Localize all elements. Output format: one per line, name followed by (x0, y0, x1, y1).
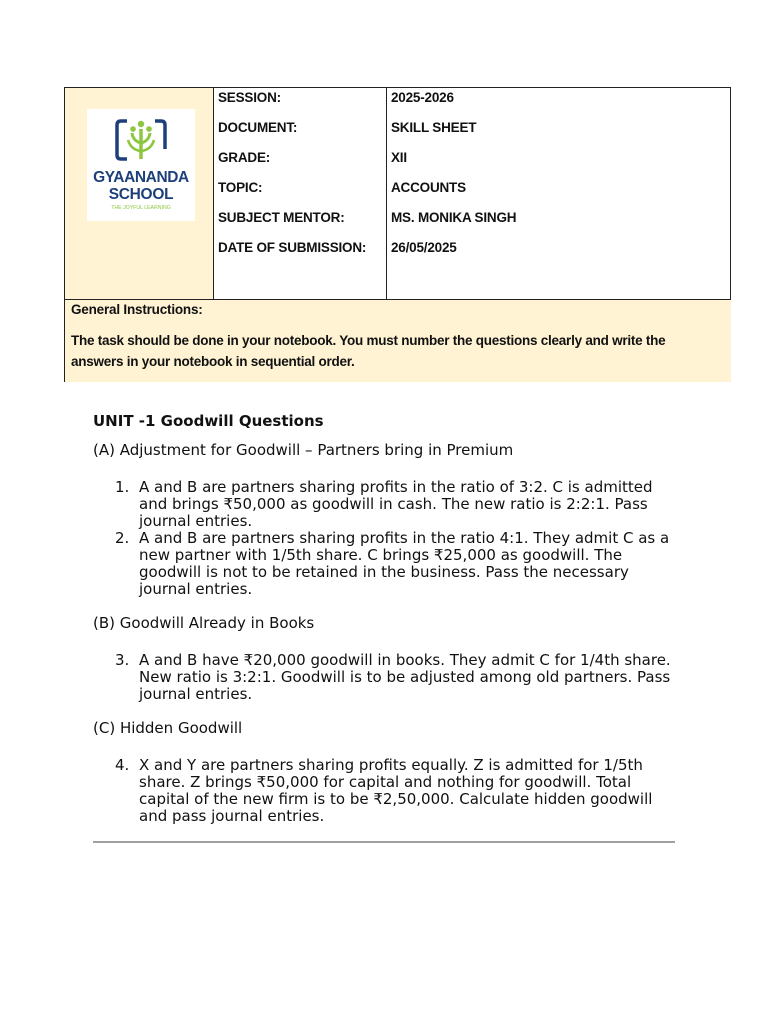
instructions-body: The task should be done in your notebook. You must number the questions clearly and write the answers in your notebook in sequential order. (71, 333, 666, 369)
instructions-title: General Instructions: (71, 302, 203, 317)
value-date-of-submission: 26/05/2025 (391, 240, 457, 255)
question-text: A and B have ₹20,000 goodwill in books. They admit C for 1/4th share. New ratio is 3:2:1. Goodwill is to be adjusted among old partners. Pass journal entries. (139, 651, 671, 703)
question-number: 1. (115, 478, 130, 496)
question-item (115, 479, 675, 530)
value-grade: XII (391, 150, 407, 165)
label-grade: GRADE: (218, 150, 271, 165)
header-table (64, 87, 731, 382)
label-session: SESSION: (218, 90, 281, 105)
question-text: A and B are partners sharing profits in the ratio of 3:2. C is admitted and brings ₹50,000 as goodwill in cash. The new ratio is 2:2:1. Pass journal entries. (139, 478, 653, 530)
school-logo-emblem (87, 109, 195, 221)
question-number: 4. (115, 756, 130, 774)
logo-cell (65, 88, 214, 299)
section-heading-a: (A) Adjustment for Goodwill – Partners bring in Premium (93, 441, 514, 459)
question-number: 2. (115, 529, 130, 547)
general-instructions (65, 299, 731, 382)
label-column (214, 88, 387, 299)
school-logo (87, 109, 195, 221)
question-item (115, 530, 675, 598)
value-column (387, 88, 731, 299)
label-subject-mentor: SUBJECT MENTOR: (218, 210, 345, 225)
logo-name-line2: SCHOOL (108, 186, 174, 203)
logo-tagline: THE JOYFUL LEARNING (111, 205, 171, 211)
horizontal-rule (93, 841, 675, 843)
question-text: X and Y are partners sharing profits equally. Z is admitted for 1/5th share. Z brings ₹50,000 for capital and nothing for goodwill. Total capital of the new firm is to be ₹2,50,000. Calculate hidden goodwill and pass journal entries. (139, 756, 653, 825)
question-item (115, 652, 675, 703)
label-topic: TOPIC: (218, 180, 263, 195)
question-item (115, 757, 675, 825)
question-number: 3. (115, 651, 130, 669)
logo-name-line1: GYAANANDA (93, 169, 189, 186)
value-subject-mentor: MS. MONIKA SINGH (391, 210, 517, 225)
value-document: SKILL SHEET (391, 120, 477, 135)
label-date-of-submission: DATE OF SUBMISSION: (218, 240, 367, 255)
value-session: 2025-2026 (391, 90, 454, 105)
value-topic: ACCOUNTS (391, 180, 466, 195)
section-heading-c: (C) Hidden Goodwill (93, 719, 243, 737)
question-text: A and B are partners sharing profits in the ratio 4:1. They admit C as a new partner with 1/5th share. C brings ₹25,000 as goodwill. The goodwill is not to be retained in the business. Pass the necessary journal entries. (139, 529, 670, 598)
section-heading-b: (B) Goodwill Already in Books (93, 614, 315, 632)
label-document: DOCUMENT: (218, 120, 298, 135)
unit-title: UNIT -1 Goodwill Questions (93, 412, 324, 430)
